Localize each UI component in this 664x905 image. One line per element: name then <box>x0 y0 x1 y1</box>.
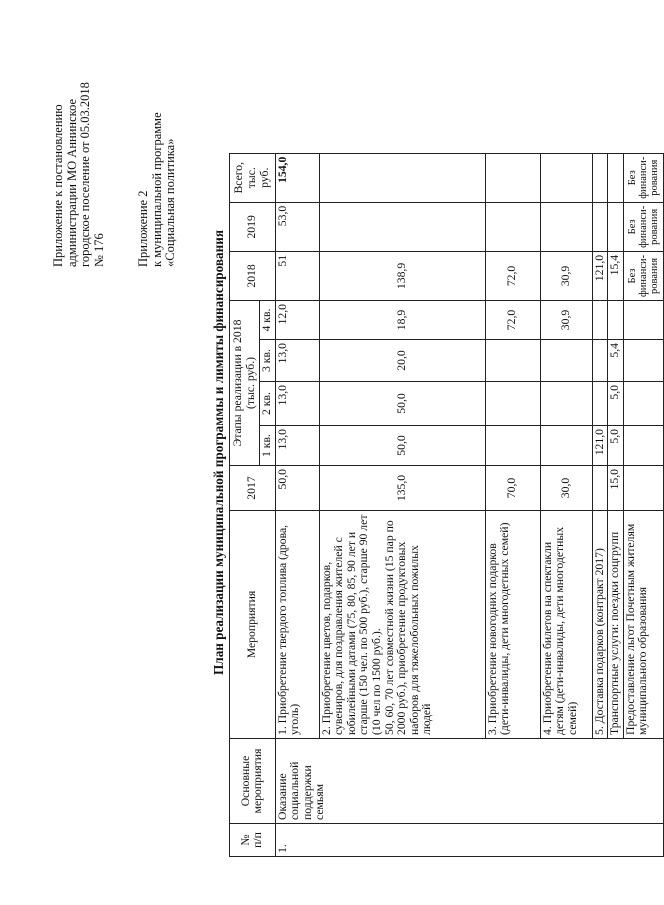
table-row <box>275 153 319 856</box>
value-total <box>319 153 485 202</box>
value-2019 <box>608 202 624 251</box>
activity-cell: 5. Доставка подарков (контракт 2017) <box>592 511 608 739</box>
value-total <box>592 153 608 202</box>
value-q2 <box>592 382 608 426</box>
header-q4: 4 кв. <box>260 301 276 340</box>
value-2018: 15,4 <box>608 251 624 300</box>
value-q1 <box>623 426 663 466</box>
value-2019: 53,0 <box>275 202 319 251</box>
header-main-activities: Основные мероприятия <box>230 739 276 824</box>
header-total: Всего, тыс. руб. <box>230 153 276 202</box>
value-q4: 18,9 <box>319 301 485 340</box>
document-title: План реализации муниципальной программы и лимиты финансирования <box>211 230 226 675</box>
value-2017: 50,0 <box>275 466 319 511</box>
value-2019 <box>319 202 485 251</box>
value-q4: 72,0 <box>485 301 540 340</box>
value-q4: 30,9 <box>540 301 592 340</box>
value-q3: 13,0 <box>275 340 319 382</box>
value-q4 <box>623 301 663 340</box>
value-2017 <box>623 466 663 511</box>
value-total <box>485 153 540 202</box>
value-q2 <box>623 382 663 426</box>
value-q1 <box>540 426 592 466</box>
value-2017: 30,0 <box>540 466 592 511</box>
value-q4 <box>592 301 608 340</box>
value-2017: 70,0 <box>485 466 540 511</box>
value-2017: 135,0 <box>319 466 485 511</box>
value-2018: 138,9 <box>319 251 485 300</box>
activity-cell: Транспортные услуги: поездки соцгрупп <box>608 511 624 739</box>
value-q1 <box>485 426 540 466</box>
value-2018: 72,0 <box>485 251 540 300</box>
value-q2 <box>485 382 540 426</box>
value-2018: 121,0 <box>592 251 608 300</box>
financing-plan-table <box>229 153 664 857</box>
value-q3 <box>485 340 540 382</box>
header-stages-2018: Этапы реализации в 2018 (тыс. руб.) <box>230 301 260 466</box>
value-q4: 12,0 <box>275 301 319 340</box>
header-activities: Мероприятия <box>230 511 276 739</box>
header-2017: 2017 <box>230 466 276 511</box>
header-2018: 2018 <box>230 251 276 300</box>
value-q3 <box>592 340 608 382</box>
appendix-program-note: Приложение 2 к муниципальной программе «Социальная политика» <box>136 112 178 267</box>
header-q3: 3 кв. <box>260 340 276 382</box>
group-number: 1. <box>275 824 663 857</box>
value-2018: 51 <box>275 251 319 300</box>
header-2019: 2019 <box>230 202 276 251</box>
value-q3 <box>540 340 592 382</box>
value-q2: 5,0 <box>608 382 624 426</box>
group-name: Оказание социальной поддержки семьям <box>275 739 663 824</box>
value-q1: 13,0 <box>275 426 319 466</box>
value-q1: 5,0 <box>608 426 624 466</box>
value-q3: 20,0 <box>319 340 485 382</box>
value-q4 <box>608 301 624 340</box>
value-q2: 50,0 <box>319 382 485 426</box>
value-q3: 5,4 <box>608 340 624 382</box>
value-2017 <box>592 466 608 511</box>
value-total: 154,0 <box>275 153 319 202</box>
activity-cell: 4. Приобретение билетов на спектакли детям (дети-инвалиды, дети многодетных семей) <box>540 511 592 739</box>
header-number: № п/п <box>230 824 276 857</box>
header-q2: 2 кв. <box>260 382 276 426</box>
value-2019 <box>485 202 540 251</box>
value-q2: 13,0 <box>275 382 319 426</box>
value-2018: 30,9 <box>540 251 592 300</box>
value-2017: 15,0 <box>608 466 624 511</box>
value-q1: 50,0 <box>319 426 485 466</box>
value-q1: 121,0 <box>592 426 608 466</box>
table-header-row <box>230 153 260 856</box>
value-2019 <box>540 202 592 251</box>
value-total <box>608 153 624 202</box>
value-total: Без финанси-рования <box>623 153 663 202</box>
activity-cell: Предоставление льгот Почетным жителям муниципального образования <box>623 511 663 739</box>
value-2018: Без финанси-рования <box>623 251 663 300</box>
value-q2 <box>540 382 592 426</box>
header-q1: 1 кв. <box>260 426 276 466</box>
value-total <box>540 153 592 202</box>
value-2019 <box>592 202 608 251</box>
value-q3 <box>623 340 663 382</box>
activity-cell: 3. Приобретение новогодних подарков (дети-инвалиды, дети многодетных семей) <box>485 511 540 739</box>
activity-cell: 2. Приобретение цветов, подарков, сувениров, для поздравления жителей с юбилейными датами (75, 80, 85, 90 лет и старше (150 чел. по 500 руб.), старше 90 лет (10 чел по 1500 руб.). 50, 60, 70 лет совместной жизни (15 пар по 2000 руб.), приобретение продуктовых наборов для тяжелобольных пожилых людей <box>319 511 485 739</box>
activity-cell: 1. Приобретение твердого топлива (дрова, уголь) <box>275 511 319 739</box>
value-2019: Без финанси-рования <box>623 202 663 251</box>
appendix-resolution-note: Приложение к постановлению администрации МО Аннинское городское поселение от 05.03.2018 № 176 <box>51 82 106 267</box>
